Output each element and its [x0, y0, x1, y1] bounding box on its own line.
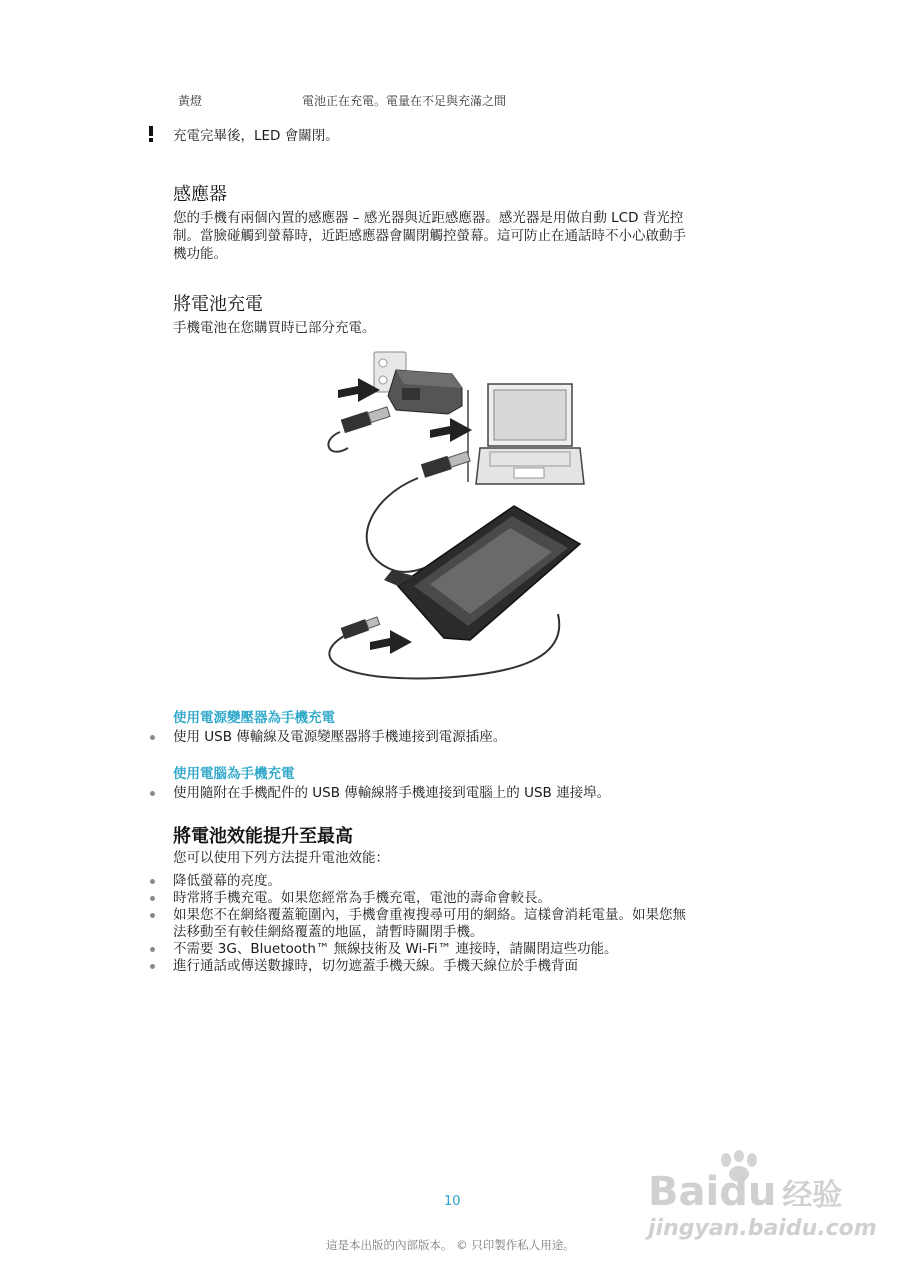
- watermark-brand-b: du: [719, 1169, 777, 1215]
- battery-tip: 進行通話或傳送數據時，切勿遮蓋手機天線。手機天線位於手機背面: [173, 958, 578, 974]
- charging-illustration: [318, 348, 586, 688]
- bullet-dot: [150, 947, 155, 952]
- battery-tip: 如果您不在網絡覆蓋範圍內，手機會重複搜尋可用的網絡。這樣會消耗電量。如果您無: [173, 907, 686, 923]
- usb-plug-icon-1: [341, 405, 391, 433]
- sensors-heading: 感應器: [173, 184, 227, 205]
- battery-tip: 時常將手機充電。如果您經常為手機充電，電池的壽命會較長。: [173, 890, 551, 906]
- page-number: 10: [444, 1194, 461, 1209]
- power-adapter-icon: [388, 370, 462, 414]
- micro-usb-plug-icon: [341, 615, 381, 639]
- watermark-brand-a: Bai: [648, 1169, 720, 1215]
- laptop-icon: [476, 384, 584, 484]
- battery-tip-continued: 法移動至有較佳網絡覆蓋的地區，請暫時關閉手機。: [173, 924, 484, 940]
- watermark-url: jingyan.baidu.com: [648, 1216, 877, 1241]
- sensors-para-line2: 制。當臉碰觸到螢幕時，近距感應器會關閉觸控螢幕。這可防止在通話時不小心啟動手: [173, 228, 686, 244]
- battery-tip: 降低螢幕的亮度。: [173, 873, 281, 889]
- bullet-dot: [150, 735, 155, 740]
- watermark-brand: [648, 1170, 842, 1218]
- bullet-dot: [150, 791, 155, 796]
- footer-note: 這是本出版的內部版本。 © 只印製作私人用途。: [326, 1238, 575, 1252]
- bullet-dot: [150, 879, 155, 884]
- table-desc: 電池正在充電。電量在不足與充滿之間: [302, 94, 507, 108]
- pc-subheading: 使用電腦為手機充電: [173, 766, 295, 782]
- usb-plug-icon-2: [421, 450, 471, 478]
- adapter-step: 使用 USB 傳輸線及電源變壓器將手機連接到電源插座。: [173, 729, 507, 745]
- bullet-dot: [150, 896, 155, 901]
- exclamation-icon: [148, 126, 154, 142]
- battery-intro: 您可以使用下列方法提升電池效能：: [173, 850, 389, 866]
- pc-step: 使用隨附在手機配件的 USB 傳輸線將手機連接到電腦上的 USB 連接埠。: [173, 785, 611, 801]
- arrow-icon-3: [370, 630, 412, 654]
- battery-tip: 不需要 3G、Bluetooth™ 無線技術及 Wi-Fi™ 連接時，請關閉這些功能。: [173, 941, 618, 957]
- sensors-para-line3: 機功能。: [173, 246, 227, 262]
- sensors-para-line1: 您的手機有兩個內置的感應器 – 感光器與近距感應器。感光器是用做自動 LCD 背光控: [173, 210, 684, 226]
- watermark-brand-cn: 经验: [782, 1178, 843, 1213]
- charging-intro: 手機電池在您購買時已部分充電。: [173, 320, 376, 336]
- note-text: 充電完畢後，LED 會關閉。: [173, 128, 339, 144]
- bullet-dot: [150, 964, 155, 969]
- charging-heading: 將電池充電: [173, 294, 263, 315]
- smartphone-icon: [384, 506, 580, 640]
- bullet-dot: [150, 913, 155, 918]
- arrow-icon-2: [430, 418, 472, 442]
- battery-heading: 將電池效能提升至最高: [173, 826, 353, 847]
- adapter-subheading: 使用電源變壓器為手機充電: [173, 710, 335, 726]
- table-label-yellow: 黃燈: [178, 94, 203, 108]
